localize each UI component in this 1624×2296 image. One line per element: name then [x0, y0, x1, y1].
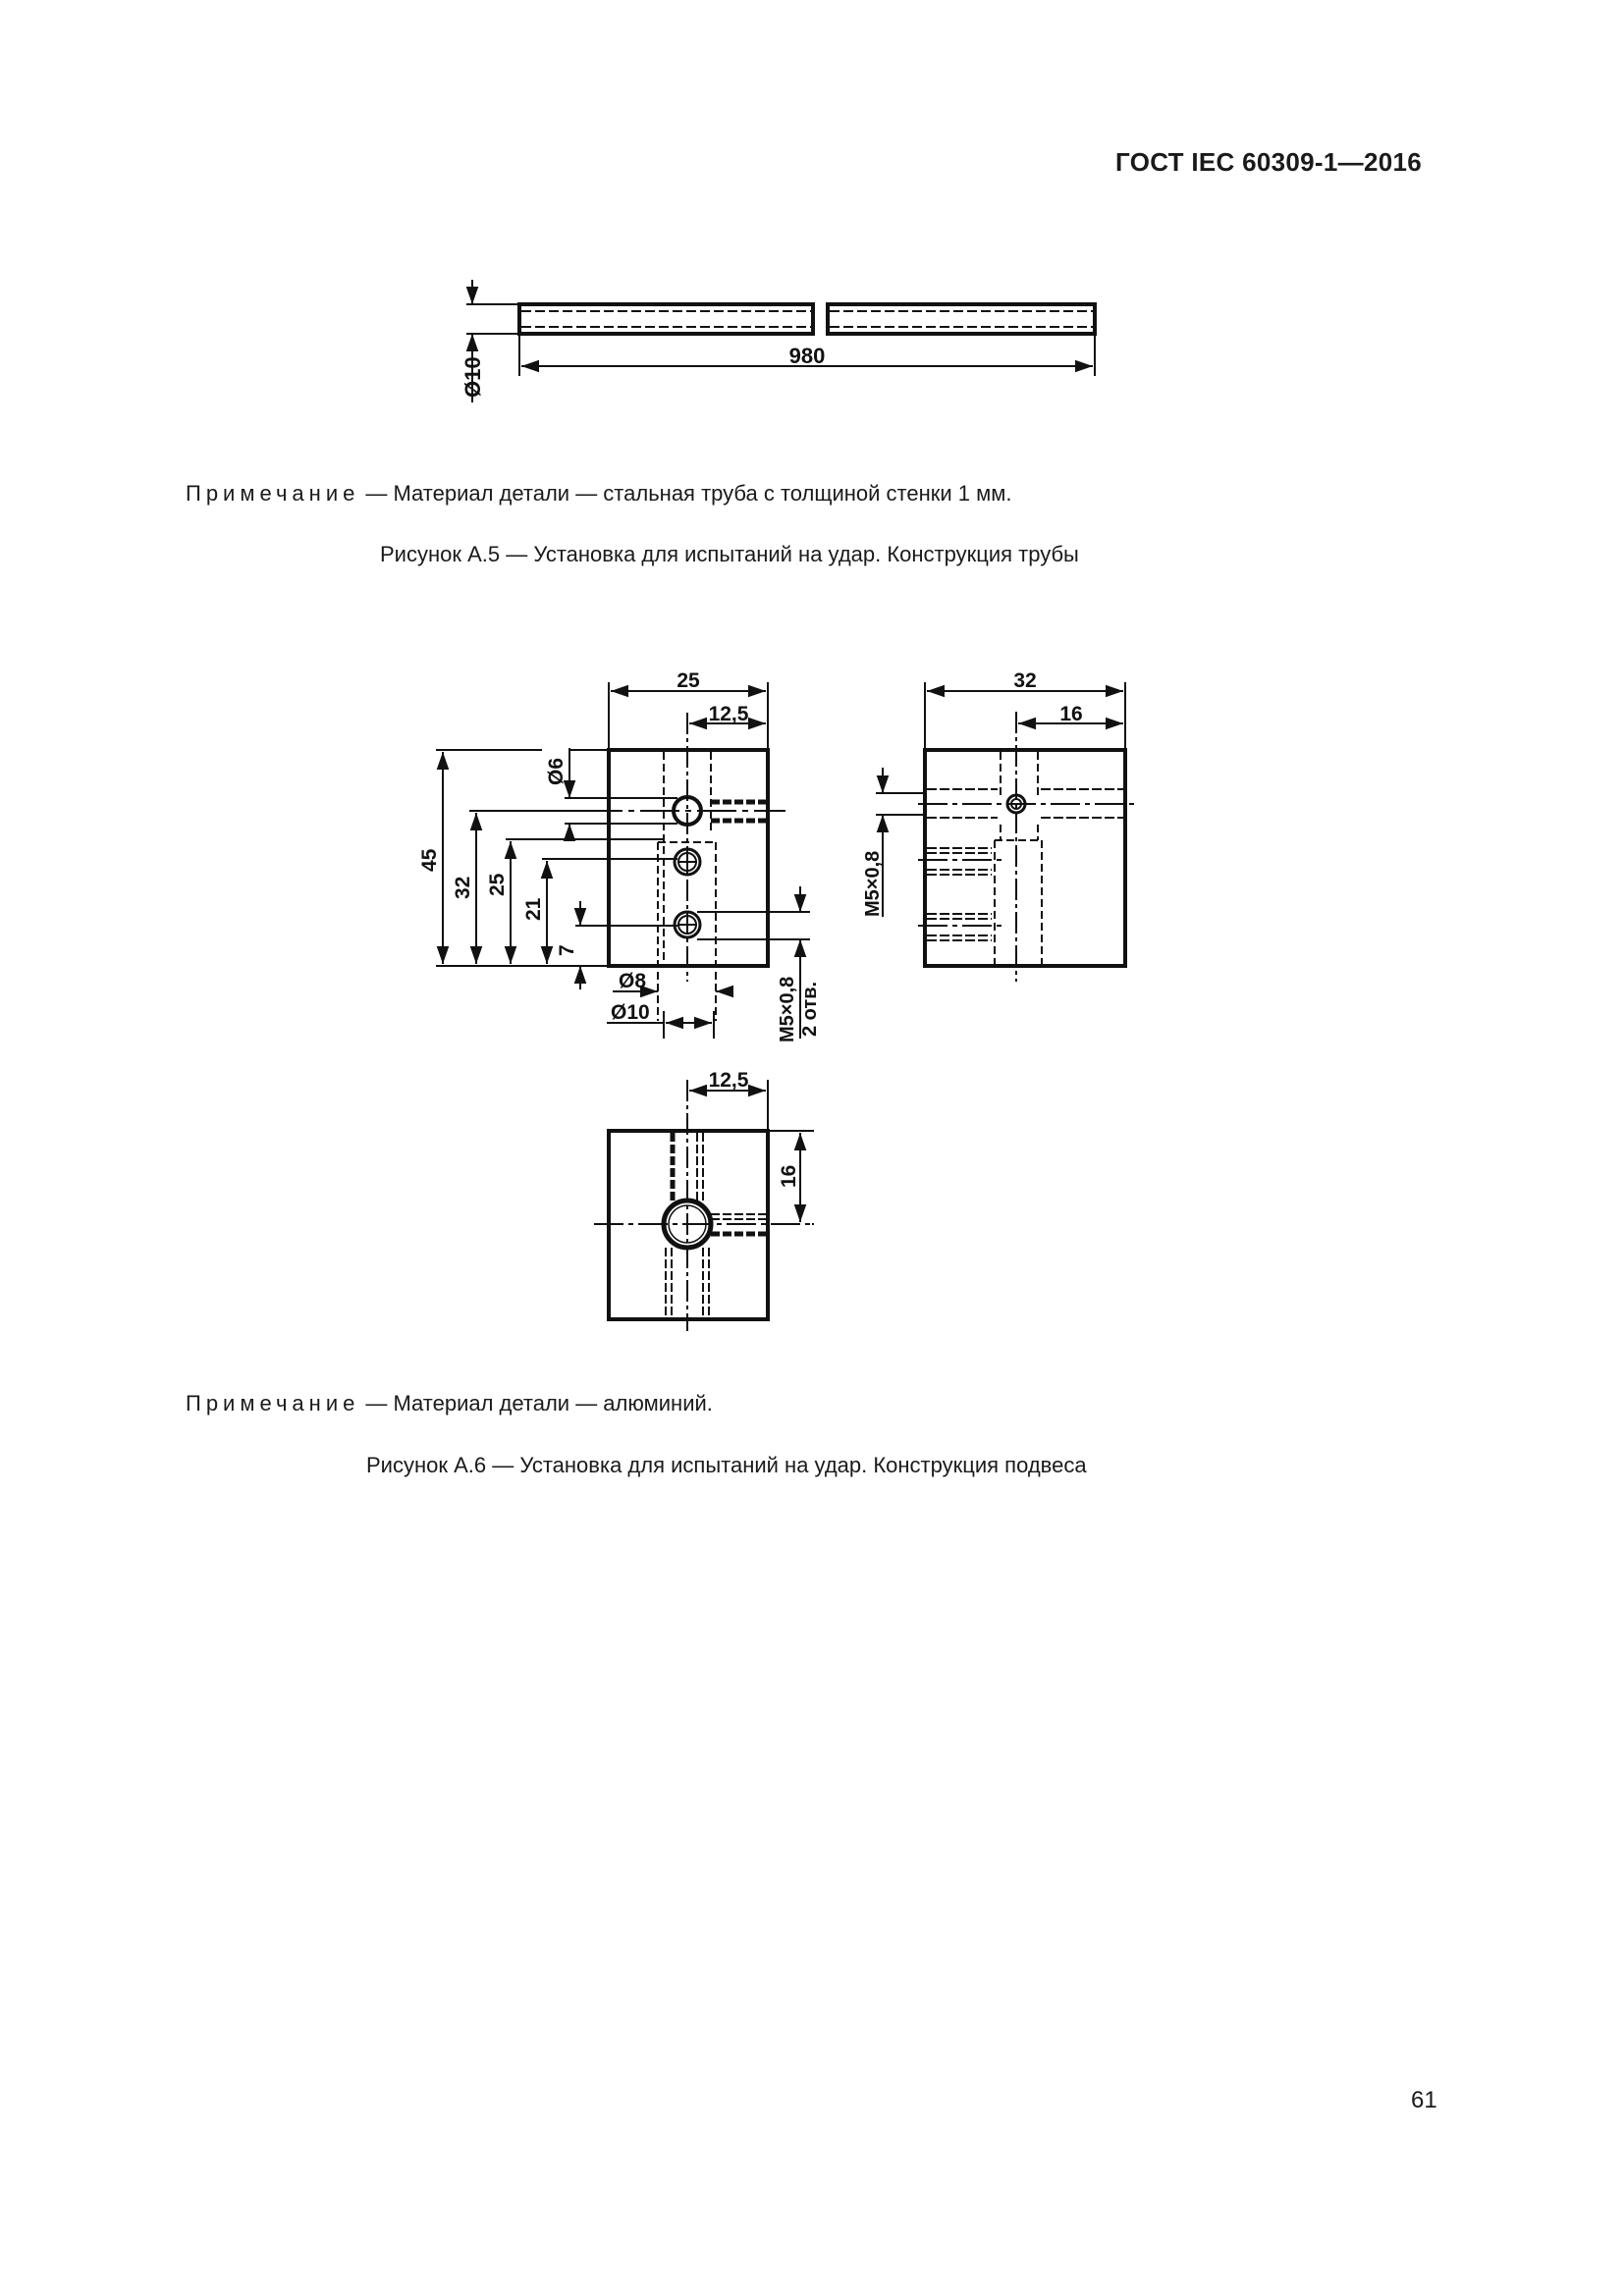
- tube-length-label: 980: [788, 344, 826, 368]
- dim-d6-label: Ø6: [545, 757, 568, 785]
- side-half-width-label: 16: [1059, 703, 1083, 725]
- dim-7-label: 7: [556, 944, 578, 956]
- dim-25-label: 25: [486, 873, 509, 896]
- front-half-width-label: 12,5: [708, 703, 749, 725]
- side-view: [876, 682, 1137, 982]
- note-label: Примечание: [186, 481, 360, 506]
- figure-a5-note: [186, 481, 1012, 507]
- thread-count-label: 2 отв.: [799, 981, 821, 1037]
- note-label: Примечание: [186, 1391, 360, 1415]
- dim-d10-label: Ø10: [611, 1001, 650, 1024]
- note-text: — Материал детали — алюминий.: [365, 1391, 713, 1415]
- tube-diameter-label: Ø10: [460, 356, 485, 398]
- dim-45-label: 45: [418, 848, 441, 872]
- dim-21-label: 21: [522, 897, 545, 921]
- side-thread-label: M5×0,8: [862, 850, 884, 917]
- top-offset-x-label: 12,5: [708, 1069, 749, 1092]
- side-width-label: 32: [1013, 669, 1037, 692]
- dim-32-label: 32: [452, 876, 474, 899]
- top-view: [594, 1080, 814, 1331]
- tube-drawing: [466, 280, 1095, 402]
- figure-a6-note: [186, 1391, 713, 1416]
- figure-a6-caption: Рисунок А.6 — Установка для испытаний на удар. Конструкция подвеса: [366, 1453, 1087, 1477]
- page-number: 61: [1411, 2087, 1437, 2113]
- front-width-label: 25: [677, 669, 700, 692]
- figure-a5-caption: Рисунок А.5 — Установка для испытаний на удар. Конструкция трубы: [380, 542, 1079, 566]
- dim-d8-label: Ø8: [619, 970, 647, 992]
- top-offset-y-label: 16: [778, 1164, 800, 1188]
- thread-m5-label: M5×0,8: [777, 976, 798, 1042]
- document-header-title: ГОСТ IEC 60309-1—2016: [1115, 147, 1422, 177]
- note-text: — Материал детали — стальная труба с толщиной стенки 1 мм.: [365, 481, 1012, 506]
